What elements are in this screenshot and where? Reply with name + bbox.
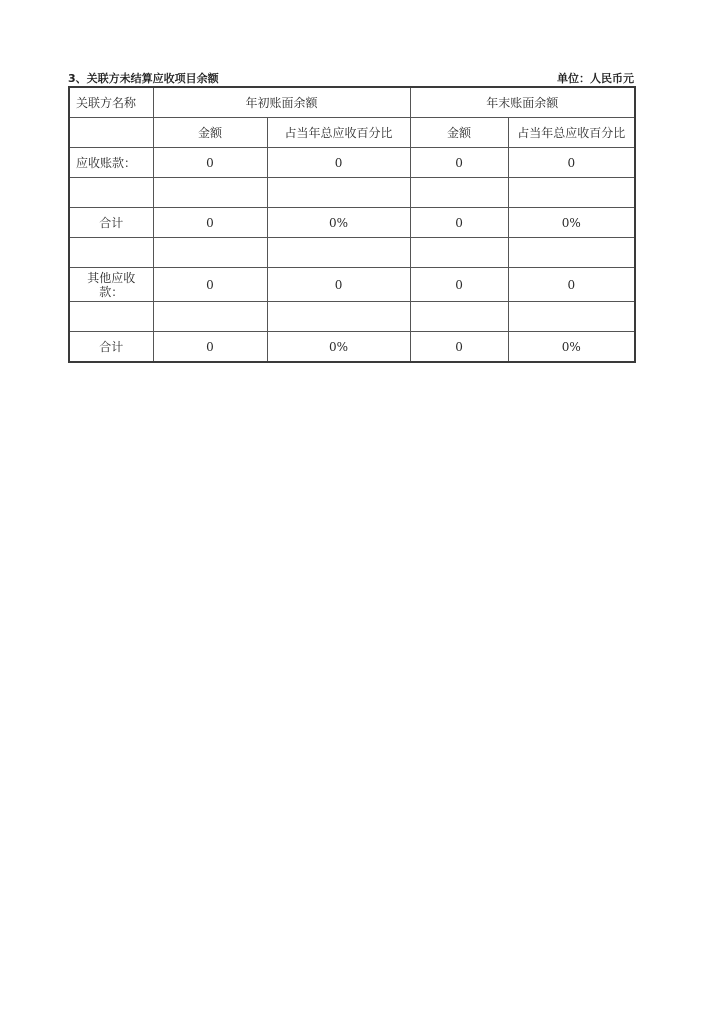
end-amount-cell: 0 [410, 268, 508, 302]
end-percent-header: 占当年总应收百分比 [508, 118, 635, 148]
empty-cell [69, 118, 153, 148]
end-percent-cell [508, 238, 635, 268]
begin-amount-cell: 0 [153, 208, 267, 238]
end-amount-cell [410, 238, 508, 268]
begin-amount-cell: 0 [153, 332, 267, 363]
table-row [69, 178, 635, 208]
beginning-balance-header: 年初账面余额 [153, 87, 410, 118]
row-label: 合计 [69, 208, 153, 238]
section-header [68, 70, 634, 86]
row-label [69, 178, 153, 208]
row-label: 合计 [69, 332, 153, 363]
end-amount-cell: 0 [410, 148, 508, 178]
end-percent-cell: 0 [508, 268, 635, 302]
section-title: 3、关联方未结算应收项目余额 [68, 72, 219, 85]
row-label: 其他应收款： [69, 268, 153, 302]
begin-percent-header: 占当年总应收百分比 [267, 118, 410, 148]
begin-amount-cell: 0 [153, 268, 267, 302]
end-percent-cell [508, 302, 635, 332]
begin-percent-cell [267, 178, 410, 208]
begin-amount-cell [153, 178, 267, 208]
begin-amount-cell [153, 238, 267, 268]
table-row [69, 238, 635, 268]
party-name-header: 关联方名称 [69, 87, 153, 118]
end-amount-cell [410, 302, 508, 332]
table-row [69, 208, 635, 238]
begin-amount-cell [153, 302, 267, 332]
table-header-row [69, 87, 635, 118]
begin-percent-cell [267, 238, 410, 268]
end-percent-cell: 0% [508, 332, 635, 363]
row-label: 应收账款： [69, 148, 153, 178]
end-amount-cell [410, 178, 508, 208]
begin-percent-cell [267, 302, 410, 332]
begin-percent-cell: 0 [267, 148, 410, 178]
begin-percent-cell: 0% [267, 332, 410, 363]
table-row [69, 268, 635, 302]
ending-balance-header: 年末账面余额 [410, 87, 635, 118]
table-subheader-row [69, 118, 635, 148]
table-row [69, 148, 635, 178]
row-label [69, 302, 153, 332]
end-percent-cell: 0% [508, 208, 635, 238]
begin-amount-header: 金额 [153, 118, 267, 148]
end-amount-cell: 0 [410, 332, 508, 363]
end-amount-cell: 0 [410, 208, 508, 238]
end-amount-header: 金额 [410, 118, 508, 148]
begin-percent-cell: 0 [267, 268, 410, 302]
end-percent-cell [508, 178, 635, 208]
table-row [69, 302, 635, 332]
end-percent-cell: 0 [508, 148, 635, 178]
begin-amount-cell: 0 [153, 148, 267, 178]
begin-percent-cell: 0% [267, 208, 410, 238]
currency-unit: 单位：人民币元 [557, 72, 634, 85]
row-label [69, 238, 153, 268]
table-row [69, 332, 635, 363]
receivables-table [68, 86, 636, 363]
